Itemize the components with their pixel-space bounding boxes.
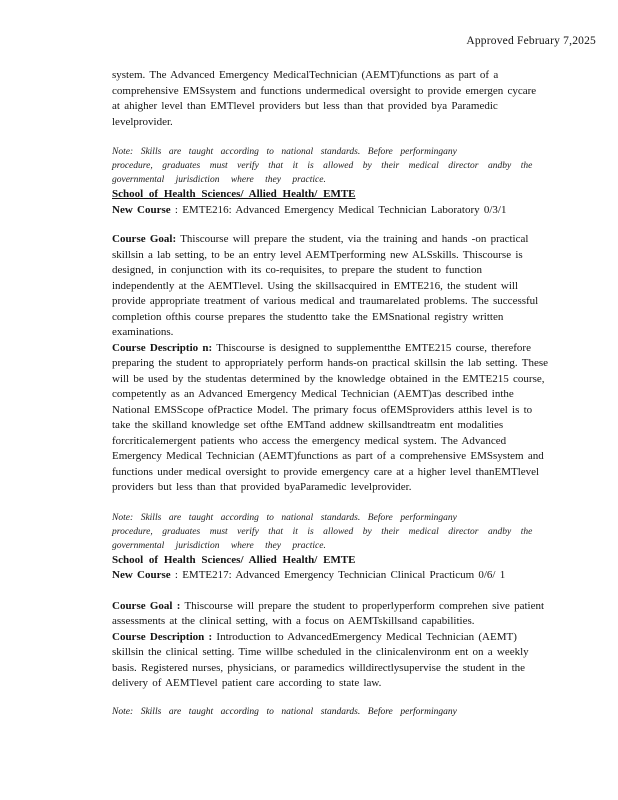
new-course-line-2	[112, 568, 548, 584]
new-course-title: : EMTE216: Advanced Emergency Medical Technician Laboratory 0/3/1	[174, 203, 507, 216]
footer-note-line: Note: Skills are taught according to national standards. Before performingany	[112, 706, 457, 717]
note-line: Note: Skills are taught according to national standards. Before performingany	[112, 147, 457, 157]
approval-date: Approved February 7,2025	[466, 35, 596, 47]
document-body	[112, 68, 548, 719]
note-block-1	[112, 145, 548, 187]
course-goal-label: Course Goal :	[112, 599, 181, 612]
course-description-text: Introduction to AdvancedEmergency Medical Technician (AEMT) skillsin the clinical setting. Time willbe scheduled in the clinicalenvironm ent on a weekly basis. Registered nurses, physicians, or paramedics willdirectlysupervise the student in the delivery of AEMTlevel patient care according to state law.	[112, 630, 529, 689]
note-line: governmental jurisdiction where they practice.	[112, 175, 326, 185]
note-line: procedure, graduates must verify that it is allowed by their medical director andby the	[112, 161, 533, 171]
intro-paragraph: system. The Advanced Emergency MedicalTechnician (AEMT)functions as part of a comprehensive EMSsystem and functions undermedical oversight to provide emergen cycare at ahigher level than EMTlevel providers but less than that provided bya Paramedic levelprovider.	[112, 69, 537, 128]
note-line: governmental jurisdiction where they practice.	[112, 540, 326, 551]
course-description-paragraph-2	[112, 630, 548, 692]
new-course-label: New Course	[112, 203, 171, 216]
new-course-line-1	[112, 203, 548, 219]
course-goal-paragraph-2	[112, 599, 548, 630]
new-course-label: New Course	[112, 569, 171, 581]
course-description-paragraph-1	[112, 341, 548, 496]
school-heading-2: School of Health Sciences/ Allied Health/ EMTE	[112, 553, 356, 566]
course-goal-text: Thiscourse will prepare the student, via the training and hands -on practical skillsin a lab setting, to be an entry level AEMTperforming new ALSskills. Thiscourse is designed, in conjunction with its co-requisites, to prepare the student to function independently at the AEMTlevel. Using the skillsacquired in EMTE216, the student will provide appropriate treatment of various medical and traumarelated problems. The successful completion ofthis course prepares the studentto take the EMSnational registry written examinations.	[112, 233, 539, 338]
course-description-label: Course Description :	[112, 630, 213, 643]
school-heading-1: School of Health Sciences/ Allied Health/ EMTE	[112, 188, 356, 200]
course-goal-text: Thiscourse will prepare the student to properlyperform comprehen sive patient assessments at the clinical setting, with a focus on AEMTskillsand capabilities.	[112, 599, 545, 627]
course-description-text: Thiscourse is designed to supplementthe EMTE215 course, therefore preparing the student to appropriately perform hands-on practical skillsin the lab setting. These will be used by the studentas determined by the knowledge obtained in the EMTE215 course, competently as an Advanced Emergency Medical Technician (AEMT)as described inthe National EMSScope ofPractice Model. The primary focus ofEMSproviders atthis level is to take the skilland knowledge set ofthe EMTand addnew skillsandtreatm ent modalities forcriticalemergent patients who access the emergency medical system. The Advanced Emergency Medical Technician (AEMT)functions as part of a comprehensive EMSsystem and functions under medical oversight to provide emergency care at a higher level thanEMTlevel providers but less than that provided byaParamedic levelprovider.	[112, 341, 548, 493]
course-goal-label: Course Goal:	[112, 233, 177, 245]
course-description-label: Course Descriptio n:	[112, 341, 213, 354]
spacer	[112, 584, 548, 599]
course-goal-paragraph-1	[112, 232, 548, 341]
note-line: Note: Skills are taught according to national standards. Before performingany	[112, 512, 457, 523]
note-block-2	[112, 511, 548, 553]
note-line: procedure, graduates must verify that it is allowed by their medical director andby the	[112, 526, 533, 537]
new-course-title: : EMTE217: Advanced Emergency Technician Clinical Practicum 0/6/ 1	[174, 569, 506, 581]
spacer	[112, 218, 548, 232]
